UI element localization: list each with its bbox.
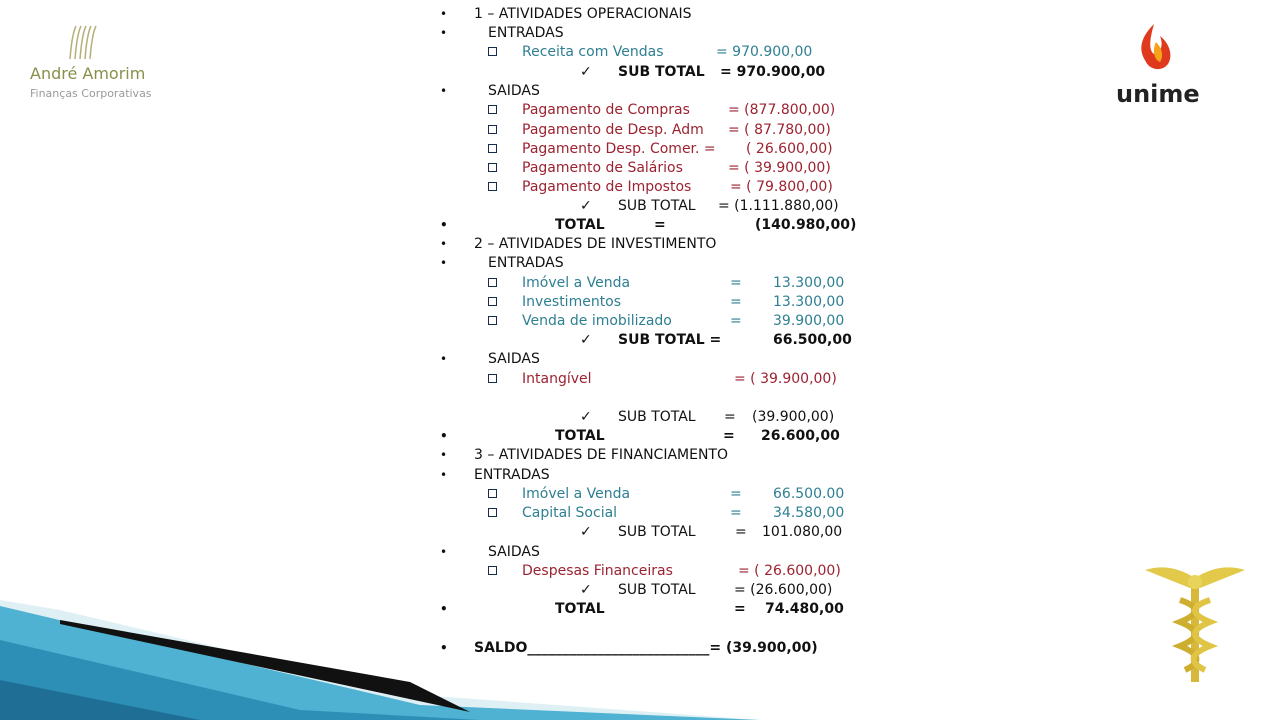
group-label: ENTRADAS [488, 255, 564, 271]
section-title: 2 – ATIVIDADES DE INVESTIMENTO [474, 236, 717, 252]
square-bullet-icon [488, 297, 497, 306]
unime-logo [1110, 20, 1200, 110]
subtotal-label: SUB TOTAL [618, 198, 696, 214]
check-icon: ✓ [580, 332, 592, 348]
subtotal-value: 66.500,00 [773, 332, 852, 348]
item-value: = ( 26.600,00) [738, 563, 841, 579]
item-value: 66.500.00 [773, 486, 845, 502]
item-label: Receita com Vendas [522, 44, 664, 60]
subtotal-label: SUB TOTAL [618, 409, 696, 425]
item-equals: = [730, 275, 742, 291]
group-label: ENTRADAS [474, 467, 550, 483]
square-bullet-icon [488, 47, 497, 56]
item-label: Despesas Financeiras [522, 563, 673, 579]
total-label: TOTAL [555, 428, 605, 444]
square-bullet-icon [488, 489, 497, 498]
item-value: = ( 79.800,00) [730, 179, 833, 195]
group-label: SAIDAS [488, 351, 540, 367]
item-label: Pagamento de Desp. Adm [522, 122, 704, 138]
item-label: Imóvel a Venda [522, 486, 631, 502]
total-equals: = [734, 601, 746, 617]
bullet-icon: • [440, 545, 448, 559]
item-value: = (877.800,00) [728, 102, 836, 118]
andre-amorim-emblem-icon [20, 24, 150, 64]
item-value: ( 26.600,00) [746, 141, 833, 157]
subtotal-value: (39.900,00) [752, 409, 835, 425]
swoosh-decoration [0, 600, 760, 720]
item-label: Capital Social [522, 505, 618, 521]
item-equals: = [730, 505, 742, 521]
item-value: 39.900,00 [773, 313, 845, 329]
group-label: ENTRADAS [488, 25, 564, 41]
square-bullet-icon [488, 105, 497, 114]
saldo-text: SALDO__________________________= (39.900,00) [474, 640, 818, 656]
andre-amorim-logo [20, 24, 150, 108]
subtotal-label: SUB TOTAL [618, 64, 705, 80]
item-label: Imóvel a Venda [522, 275, 631, 291]
subtotal-value: 101.080,00 [762, 524, 843, 540]
subtotal-label: SUB TOTAL = [618, 332, 722, 348]
unime-wordmark: unime [1116, 80, 1200, 108]
item-label: Venda de imobilizado [522, 313, 672, 329]
item-value: = ( 39.900,00) [728, 160, 831, 176]
bullet-icon: • [440, 602, 448, 616]
bullet-icon: • [440, 237, 448, 251]
check-icon: ✓ [580, 524, 592, 540]
subtotal-equals: = [724, 409, 736, 425]
item-label: Investimentos [522, 294, 622, 310]
item-equals: = [730, 294, 742, 310]
item-label: Pagamento de Impostos [522, 179, 692, 195]
square-bullet-icon [488, 182, 497, 191]
group-label: SAIDAS [488, 83, 540, 99]
square-bullet-icon [488, 163, 497, 172]
item-label: Pagamento de Salários [522, 160, 683, 176]
check-icon: ✓ [580, 64, 592, 80]
square-bullet-icon [488, 144, 497, 153]
total-value: (140.980,00) [755, 217, 857, 233]
item-value: 13.300,00 [773, 294, 845, 310]
flame-icon [1110, 20, 1200, 80]
square-bullet-icon [488, 316, 497, 325]
bullet-icon: • [440, 256, 448, 270]
total-value: 74.480,00 [765, 601, 844, 617]
item-value: = 970.900,00 [716, 44, 813, 60]
bullet-icon: • [440, 352, 448, 366]
total-equals: = [654, 217, 666, 233]
bullet-icon: • [440, 218, 448, 232]
bullet-icon: • [440, 468, 448, 482]
andre-amorim-name: André Amorim [30, 64, 146, 83]
subtotal-value: = (1.111.880,00) [718, 198, 839, 214]
square-bullet-icon [488, 374, 497, 383]
bullet-icon: • [440, 641, 448, 655]
subtotal-label: SUB TOTAL [618, 582, 696, 598]
bullet-icon: • [440, 26, 448, 40]
item-equals: = [730, 486, 742, 502]
subtotal-label: SUB TOTAL [618, 524, 696, 540]
square-bullet-icon [488, 508, 497, 517]
bullet-icon: • [440, 429, 448, 443]
bullet-icon: • [440, 7, 448, 21]
section-title: 3 – ATIVIDADES DE FINANCIAMENTO [474, 447, 728, 463]
bullet-icon: • [440, 448, 448, 462]
square-bullet-icon [488, 566, 497, 575]
subtotal-equals: = [735, 524, 747, 540]
section-title: 1 – ATIVIDADES OPERACIONAIS [474, 6, 692, 22]
subtotal-value: = (26.600,00) [734, 582, 833, 598]
total-equals: = [723, 428, 735, 444]
caduceus-icon [1140, 560, 1250, 690]
square-bullet-icon [488, 125, 497, 134]
total-value: 26.600,00 [761, 428, 840, 444]
item-value: 34.580,00 [773, 505, 845, 521]
item-value: = ( 87.780,00) [728, 122, 831, 138]
check-icon: ✓ [580, 409, 592, 425]
group-label: SAIDAS [488, 544, 540, 560]
bullet-icon: • [440, 84, 448, 98]
item-label: Intangível [522, 371, 592, 387]
item-label: Pagamento Desp. Comer. = [522, 141, 716, 157]
item-value: = ( 39.900,00) [734, 371, 837, 387]
total-label: TOTAL [555, 217, 605, 233]
total-label: TOTAL [555, 601, 605, 617]
andre-amorim-subtitle: Finanças Corporativas [30, 87, 152, 100]
square-bullet-icon [488, 278, 497, 287]
check-icon: ✓ [580, 198, 592, 214]
check-icon: ✓ [580, 582, 592, 598]
item-equals: = [730, 313, 742, 329]
subtotal-value: = 970.900,00 [720, 64, 826, 80]
item-value: 13.300,00 [773, 275, 845, 291]
item-label: Pagamento de Compras [522, 102, 690, 118]
